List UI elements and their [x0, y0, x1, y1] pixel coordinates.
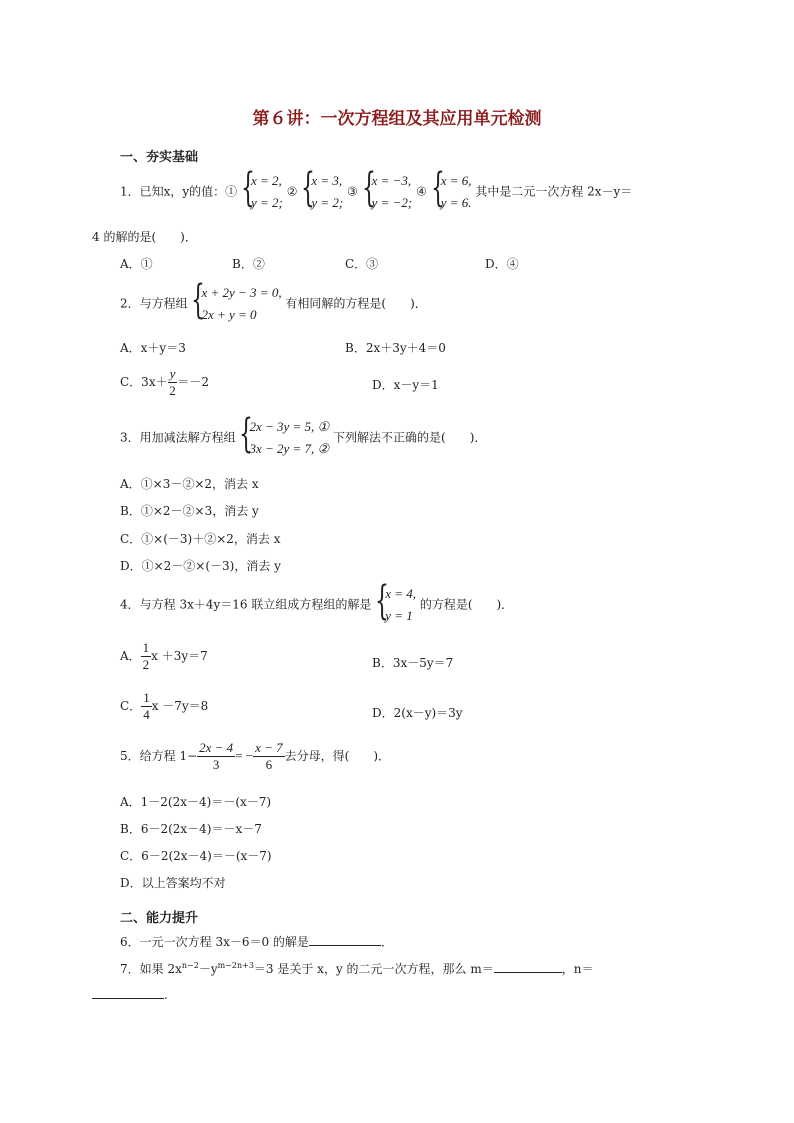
- question-1: [120, 165, 633, 214]
- q2-system: { x + 2y − 3 = 0, 2x + y = 0: [191, 277, 282, 323]
- q7-n-blank: [92, 986, 164, 999]
- q3-option-c: C．①×(－3)＋②×2，消去 x: [120, 532, 281, 546]
- q2-optc-fraction: $\frac{y}{2}$: [169, 366, 176, 398]
- q5-option-c: C．6－2(2x－4)＝－(x－7): [120, 849, 272, 863]
- q2-option-b: B．2x＋3y＋4＝0: [345, 341, 446, 355]
- q1-system-1: { x = 2, y = 2;: [241, 165, 283, 211]
- q5-option-b: B．6－2(2x－4)＝－x－7: [120, 822, 262, 836]
- q5-option-a: A．1－2(2x－4)＝－(x－7): [120, 795, 272, 809]
- q1-option-c: C．③: [345, 257, 379, 271]
- q3-option-b: B．①×2－②×3，消去 y: [120, 504, 259, 518]
- q3-prefix: 3．用加减法解方程组: [120, 430, 236, 445]
- q4-option-b: B．3x－5y＝7: [372, 656, 454, 670]
- q5-fraction-2: $\frac{x - 7}{6}$: [255, 740, 283, 772]
- q4-prefix: 4．与方程 3x＋4y＝16 联立组成方程组的解是: [120, 597, 372, 612]
- q4-option-c: C． $\frac{1}{4}$ x －7y＝8: [120, 690, 209, 722]
- q1-prefix: 1．已知x，y的值：①: [120, 184, 238, 199]
- q4-opta-fraction: $\frac{1}{2}$: [142, 640, 150, 672]
- question-7: 7．如果 $2x^{n-2}-y^{m-2n+3}=3$ 是关于 x，y 的二元一次方程，那么 m＝ ，n＝: [120, 961, 594, 976]
- q7-line2: .: [92, 986, 168, 1002]
- question-6: 6．一元一次方程 3x－6＝0 的解是 ．: [120, 935, 393, 949]
- question-2: [120, 277, 427, 326]
- q2-option-d: D．x－y＝1: [372, 378, 439, 392]
- q4-system: { x = 4, y = 1: [375, 578, 416, 624]
- q1-system-3: { x = −3, y = −2;: [361, 165, 413, 211]
- q1-marker-3: ③: [347, 184, 358, 199]
- question-3: [120, 411, 487, 460]
- q5-option-d: D．以上答案均不对: [120, 876, 226, 890]
- q4-option-d: D．2(x－y)＝3y: [372, 706, 463, 720]
- q1-system-2: { x = 3, y = 2;: [301, 165, 344, 211]
- q4-suffix: 的方程是( )．: [419, 597, 514, 612]
- section-heading-basics: 一、夯实基础: [120, 150, 199, 165]
- q3-system: { 2x − 3y = 5, ① 3x − 2y = 7, ②: [239, 411, 330, 457]
- q2-option-c: C．3x＋ $\frac{y}{2}$ ＝－2: [120, 366, 210, 398]
- q1-option-a: A．①: [120, 257, 153, 271]
- q1-option-d: D．④: [485, 257, 519, 271]
- question-5: 5．给方程 1− $\frac{2x - 4}{3}$ = − $\frac{x - 7}{6}$ 去分母，得( )．: [120, 740, 391, 772]
- q1-option-b: B．②: [232, 257, 265, 271]
- section-heading-advanced: 二、能力提升: [120, 911, 199, 926]
- q1-system-4: { x = 6, y = 6.: [430, 165, 472, 211]
- q3-option-d: D．①×2－②×(－3)，消去 y: [120, 559, 281, 573]
- q3-suffix: 下列解法不正确的是( )．: [333, 430, 487, 445]
- q1-marker-2: ②: [286, 184, 298, 199]
- page-title: 第６讲：一次方程组及其应用单元检测: [252, 109, 542, 129]
- q6-answer-blank: [309, 933, 381, 946]
- q1-line2: 4 的解的是( )．: [92, 230, 197, 244]
- q7-m-blank: [494, 960, 562, 973]
- q3-option-a: A．①×3－②×2，消去 x: [120, 477, 259, 491]
- q5-fraction-1: $\frac{2x - 4}{3}$: [199, 740, 234, 772]
- q2-suffix: 有相同解的方程是( )．: [285, 296, 427, 311]
- q4-optc-fraction: $\frac{1}{4}$: [143, 690, 150, 722]
- q2-prefix: 2．与方程组: [120, 296, 188, 311]
- q4-option-a: A． $\frac{1}{2}$ x ＋3y＝7: [120, 640, 208, 672]
- q1-marker-4: ④: [416, 184, 427, 199]
- question-4: [120, 578, 514, 627]
- q1-suffix: 其中是二元一次方程 2x－y＝: [475, 184, 633, 199]
- q2-option-a: A．x＋y＝3: [120, 341, 186, 355]
